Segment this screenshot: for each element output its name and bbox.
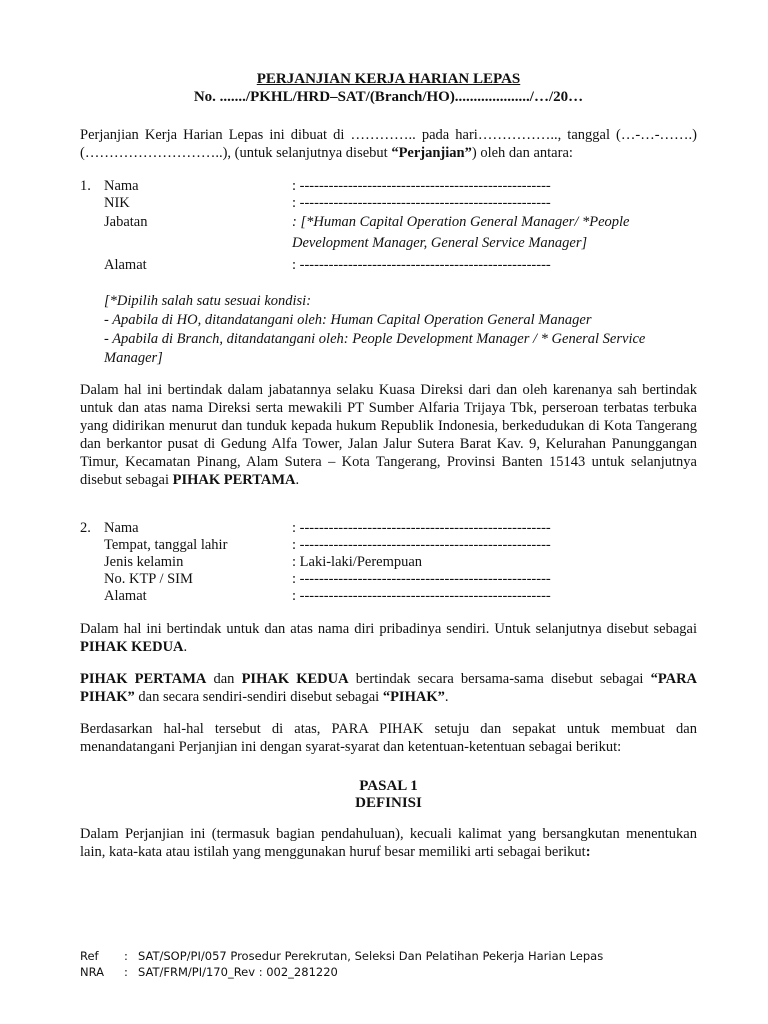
- party-one-number: 1.: [80, 178, 91, 194]
- agreement-paragraph: Berdasarkan hal-hal tersebut di atas, PARA PIHAK setuju dan sepakat untuk membuat dan menandatangani Perjanjian ini dengan syarat-syarat dan ketentuan-ketentuan sebagai berikut:: [80, 721, 697, 755]
- signatory-note: [*Dipilih salah satu sesuai kondisi: - Apabila di HO, ditandatangani oleh: Human Capital Operation General Manager - Apabila di Branch, ditandatangani oleh: People Development Manager / * General Service Manager]: [104, 293, 646, 366]
- intro-paragraph: Perjanjian Kerja Harian Lepas ini dibuat di ………….. pada hari…………….., tanggal (…-…-…….) (………………………..), (untuk selanjutnya disebut “Perjanjian”) oleh dan antara:: [80, 127, 697, 161]
- party-one-description: Dalam hal ini bertindak dalam jabatannya selaku Kuasa Direksi dari dan oleh karenanya sah bertindak untuk dan atas nama Direksi serta mewakili PT Sumber Alfaria Trijaya Tbk, perseroan terbatas terbuka yang didirikan menurut dan tunduk kepada hukum Republik Indonesia, berkedudukan di Kota Tangerang dan berkantor pusat di Gedung Alfa Tower, Jalan Jalur Sutera Barat Kav. 9, Kelurahan Panunggangan Timur, Kecamatan Pinang, Alam Sutera – Kota Tangerang, Provinsi Banten 15143 untuk selanjutnya disebut sebagai PIHAK PERTAMA.: [80, 382, 697, 488]
- footer-nra-row: NRA : SAT/FRM/PI/170_Rev : 002_281220: [80, 965, 338, 979]
- party-two-address-row: Alamat : ----------------------------------------------------: [104, 588, 551, 604]
- party-two-section: [80, 520, 697, 656]
- party-two-name-row: Nama : ----------------------------------------------------: [104, 520, 551, 536]
- agreement-title: PERJANJIAN KERJA HARIAN LEPAS: [256, 71, 521, 87]
- party-one-jabatan-row: Jabatan : [*Human Capital Operation General Manager/ *People Development Manager, General Service Manager]: [104, 214, 630, 251]
- pasal-number: PASAL 1: [359, 778, 418, 794]
- party-one-address-row: Alamat : ----------------------------------------------------: [104, 257, 551, 273]
- party-two-description: Dalam hal ini bertindak untuk dan atas nama diri pribadinya sendiri. Untuk selanjutnya disebut sebagai PIHAK KEDUA.: [80, 621, 697, 655]
- parties-paragraph: PIHAK PERTAMA dan PIHAK KEDUA bertindak secara bersama-sama disebut sebagai “PARA PIHAK” dan secara sendiri-sendiri disebut sebagai “PIHAK”.: [80, 671, 698, 705]
- party-two-number: 2.: [80, 520, 91, 536]
- party-two-birth-row: Tempat, tanggal lahir : ----------------------------------------------------: [104, 537, 551, 553]
- party-two-id-row: No. KTP / SIM : ----------------------------------------------------: [104, 571, 551, 587]
- party-one-nik-row: NIK : ----------------------------------------------------: [104, 195, 551, 211]
- pasal-heading: [80, 778, 697, 812]
- agreement-number: No. ......./PKHL/HRD–SAT/(Branch/HO)..................../…/20…: [193, 89, 584, 105]
- footer-ref-row: Ref : SAT/SOP/PI/057 Prosedur Perekrutan, Seleksi Dan Pelatihan Pekerja Harian Lepas: [80, 949, 604, 963]
- party-two-gender-row: Jenis kelamin : Laki-laki/Perempuan: [104, 554, 423, 570]
- document-title: [80, 70, 697, 106]
- document-page: [80, 70, 697, 861]
- party-one-section: [80, 178, 697, 489]
- party-one-name-row: Nama : ----------------------------------------------------: [104, 178, 551, 194]
- pasal-title: DEFINISI: [355, 795, 422, 811]
- document-footer: [80, 948, 700, 980]
- definition-paragraph: Dalam Perjanjian ini (termasuk bagian pendahuluan), kecuali kalimat yang bersangkutan menentukan lain, kata-kata atau istilah yang menggunakan huruf besar memiliki arti sebagai berikut:: [80, 826, 697, 860]
